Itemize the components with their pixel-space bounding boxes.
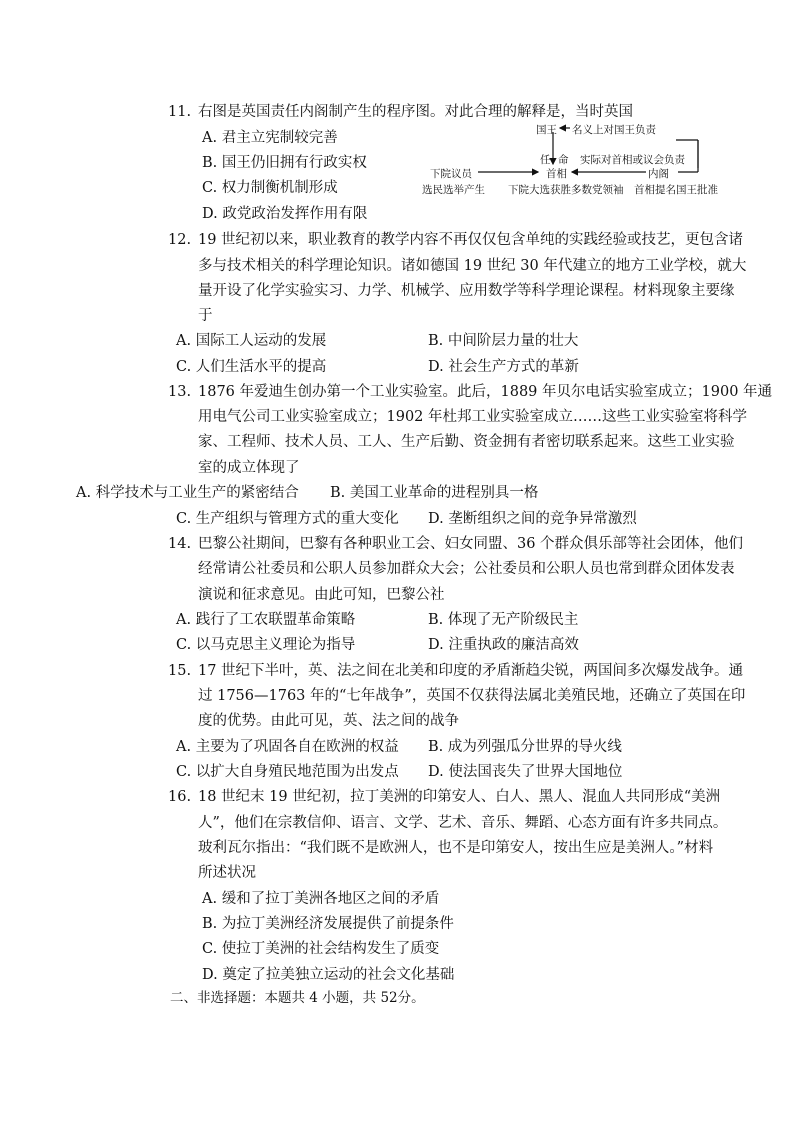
- q11-option-d: D. 政党政治发挥作用有限: [202, 206, 368, 222]
- q15-option-b: B. 成为列强瓜分世界的导火线: [428, 739, 622, 755]
- q14-option-c: C. 以马克思主义理论为指导: [176, 637, 356, 653]
- q11-option-b: B. 国王仍旧拥有行政实权: [202, 155, 367, 171]
- q12-option-d: D. 社会生产方式的革新: [428, 359, 579, 375]
- q13-line-1: 1876 年爱迪生创办第一个工业实验室。此后，1889 年贝尔电话实验室成立；1900 年通: [198, 384, 773, 400]
- q16-line-3: 玻利瓦尔指出：“我们既不是欧洲人，也不是印第安人，按出生应是美洲人。”材料: [198, 840, 714, 856]
- q12-line-2: 多与技术相关的科学理论知识。诸如德国 19 世纪 30 年代建立的地方工业学校，就大: [198, 258, 747, 274]
- q11-stem: 右图是英国责任内阁制产生的程序图。对此合理的解释是，当时英国: [198, 104, 633, 120]
- q12-line-1: 19 世纪初以来，职业教育的教学内容不再仅仅包含单纯的实践经验或技艺，更包含诸: [198, 232, 744, 248]
- q13-line-2: 用电气公司工业实验室成立；1902 年杜邦工业实验室成立……这些工业实验室将科学: [198, 409, 748, 425]
- section-2-heading: 二、非选择题：本题共 4 小题，共 52分。: [170, 990, 425, 1006]
- diagram-lower-member: 下院议员: [430, 168, 472, 180]
- q15-line-3: 度的优势。由此可见，英、法之间的战争: [198, 713, 459, 729]
- diagram-appoint: 任: [540, 154, 551, 166]
- q16-option-b: B. 为拉丁美洲经济发展提供了前提条件: [202, 916, 454, 932]
- q12-option-a: A. 国际工人运动的发展: [176, 333, 327, 349]
- diagram-appoint2: 命: [558, 154, 569, 166]
- q15-option-a: A. 主要为了巩固各自在欧洲的权益: [176, 739, 399, 755]
- q16-option-a: A. 缓和了拉丁美洲各地区之间的矛盾: [202, 891, 440, 907]
- q15-option-c: C. 以扩大自身殖民地范围为出发点: [176, 764, 399, 780]
- q15-line-2: 过 1756—1763 年的“七年战争”，英国不仅获得法属北美殖民地，还确立了英国在印: [198, 688, 746, 704]
- q12-option-b: B. 中间阶层力量的壮大: [428, 333, 579, 349]
- q11-number: 11.: [168, 104, 192, 120]
- q12-number: 12.: [168, 232, 192, 248]
- q14-option-a: A. 践行了工农联盟革命策略: [176, 612, 356, 628]
- diagram-majority: 下院大选获胜多数党领袖: [508, 184, 624, 196]
- q12-option-c: C. 人们生活水平的提高: [176, 359, 327, 375]
- cabinet-system-diagram: [420, 118, 730, 200]
- diagram-voter: 选民选举产生: [422, 184, 485, 196]
- q16-number: 16.: [168, 789, 192, 805]
- q13-line-4: 室的成立体现了: [198, 460, 300, 476]
- q11-option-c: C. 权力制衡机制形成: [202, 180, 338, 196]
- q13-option-c: C. 生产组织与管理方式的重大变化: [176, 511, 399, 527]
- q13-line-3: 家、工程师、技术人员、工人、生产后勤、资金拥有者密切联系起来。这些工业实验: [198, 434, 735, 450]
- q16-line-1: 18 世纪末 19 世纪初，拉丁美洲的印第安人、白人、黑人、混血人共同形成“美洲: [198, 789, 721, 805]
- q13-option-b: B. 美国工业革命的进程别具一格: [330, 485, 539, 501]
- q16-line-2: 人”，他们在宗教信仰、语言、文学、艺术、音乐、舞蹈、心态方面有许多共同点。: [198, 815, 728, 831]
- q13-number: 13.: [168, 384, 192, 400]
- diagram-cabinet: 内阁: [648, 168, 669, 180]
- diagram-nominal: 名义上对国王负责: [572, 124, 656, 136]
- q12-line-4: 于: [198, 308, 213, 324]
- q16-option-d: D. 奠定了拉美独立运动的社会文化基础: [202, 967, 455, 983]
- q16-option-c: C. 使拉丁美洲的社会结构发生了质变: [202, 941, 440, 957]
- diagram-king: 国王: [536, 124, 557, 136]
- q15-line-1: 17 世纪下半叶，英、法之间在北美和印度的矛盾渐趋尖锐，两国间多次爆发战争。通: [198, 663, 744, 679]
- q14-line-3: 演说和征求意见。由此可知，巴黎公社: [198, 587, 445, 603]
- q13-option-d: D. 垄断组织之间的竞争异常激烈: [428, 511, 637, 527]
- q14-line-2: 经常请公社委员和公职人员参加群众大会；公社委员和公职人员也常到群众团体发表: [198, 561, 735, 577]
- q12-line-3: 量开设了化学实验实习、力学、机械学、应用数学等科学理论课程。材料现象主要缘: [198, 283, 735, 299]
- q13-option-a: A. 科学技术与工业生产的紧密结合: [76, 485, 299, 501]
- q15-option-d: D. 使法国丧失了世界大国地位: [428, 764, 623, 780]
- diagram-nominate: 首相提名国王批准: [634, 184, 718, 196]
- q14-option-d: D. 注重执政的廉洁高效: [428, 637, 579, 653]
- q14-line-1: 巴黎公社期间，巴黎有各种职业工会、妇女同盟、36 个群众俱乐部等社会团体，他们: [198, 536, 744, 552]
- diagram-actual: 实际对首相或议会负责: [580, 154, 685, 166]
- q15-number: 15.: [168, 663, 192, 679]
- q16-line-4: 所述状况: [198, 865, 256, 881]
- q14-option-b: B. 体现了无产阶级民主: [428, 612, 579, 628]
- diagram-pm: 首相: [546, 168, 567, 180]
- q14-number: 14.: [168, 536, 192, 552]
- q11-option-a: A. 君主立宪制较完善: [202, 130, 338, 146]
